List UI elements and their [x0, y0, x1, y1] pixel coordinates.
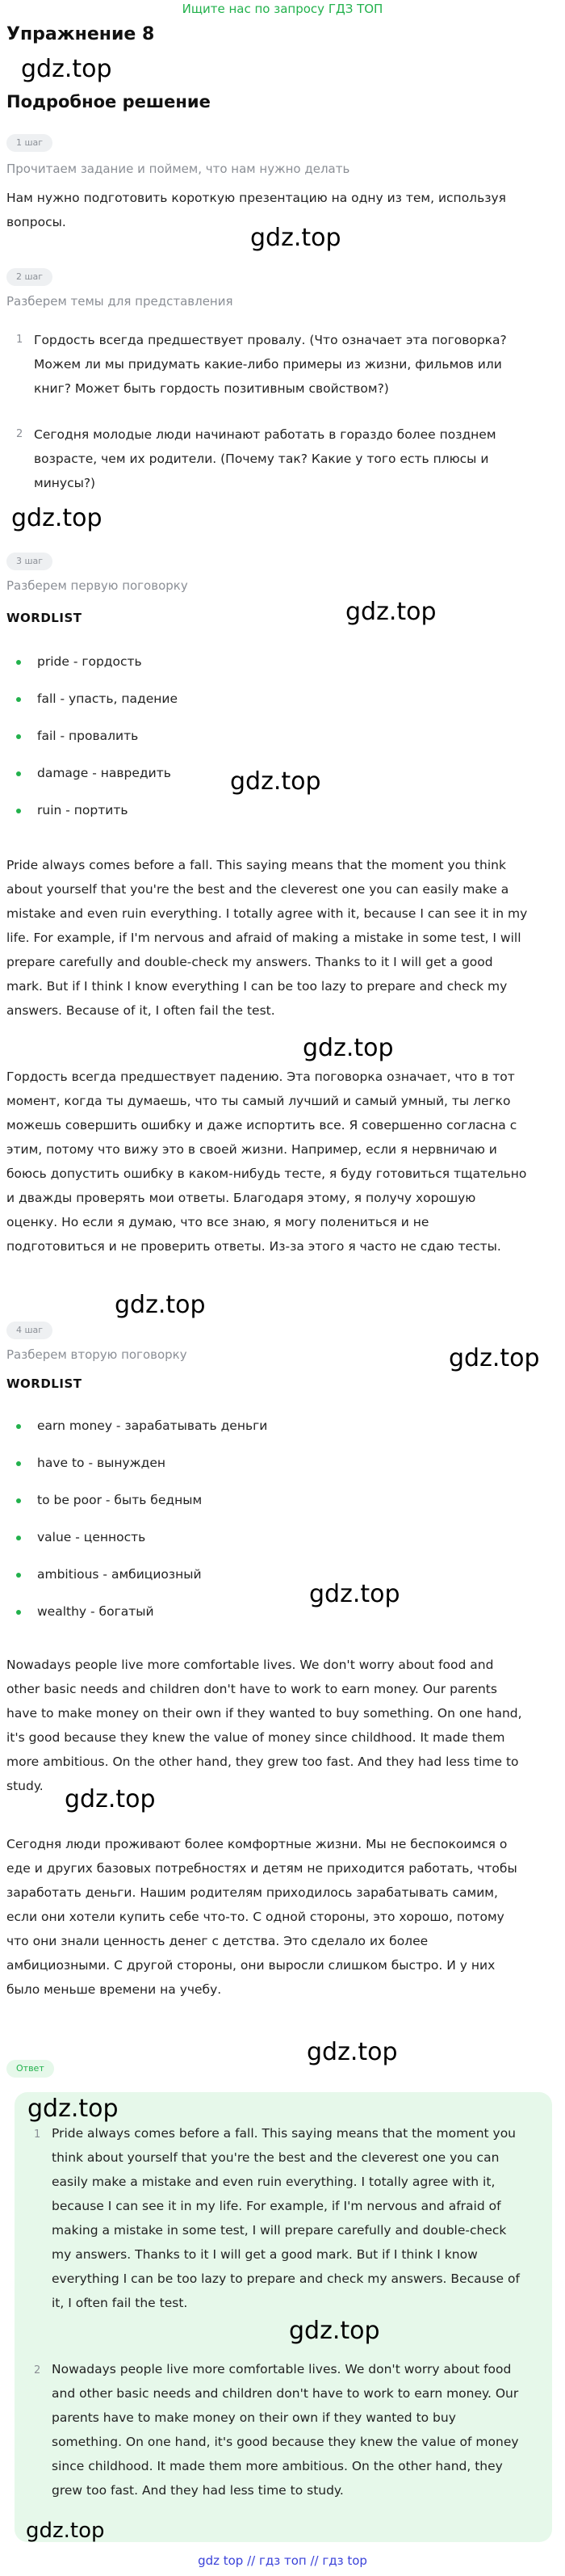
wordlist-item-text: value - ценность — [37, 1530, 146, 1544]
wordlist-item-text: wealthy - богатый — [37, 1604, 154, 1619]
bullet-icon — [16, 1536, 21, 1540]
topic-number: 2 — [16, 428, 23, 440]
wordlist-item-text: ruin - портить — [37, 803, 128, 817]
wordlist-heading: WORDLIST — [6, 1376, 82, 1391]
english-text: Nowadays people live more comfortable lives. We don't worry about food and other basic needs and children don't have to work to earn money. Our parents have to make money on their own if they wanted to buy something. On one hand, it's good because they knew the value of money since childhood. It made them more ambitious. On the other hand, they grew too fast. And they had less time to study. — [6, 1658, 522, 1793]
bullet-icon — [16, 1424, 21, 1429]
watermark: gdz.top — [449, 1344, 540, 1372]
step-caption: Разберем вторую поговорку — [6, 1347, 187, 1362]
bullet-icon — [16, 660, 21, 665]
wordlist-item-text: fail - провалить — [37, 729, 139, 743]
watermark: gdz.top — [115, 1291, 206, 1319]
step-badge: 4 шаг — [6, 1322, 52, 1339]
watermark: gdz.top — [307, 2038, 398, 2066]
bullet-icon — [16, 697, 21, 702]
wordlist-item — [16, 766, 171, 780]
wordlist-item — [16, 654, 142, 669]
wordlist-item — [16, 1456, 165, 1470]
wordlist-item — [16, 1493, 202, 1507]
watermark: gdz.top — [27, 2095, 119, 2123]
russian-text: Сегодня люди проживают более комфортные жизни. Мы не беспокоимся о еде и других базовых потребностях и детям не приходится работать, чтобы заработать деньги. Нашим родителям приходилось зарабатывать самим, если они хотели купить себе что-то. С одной стороны, это хорошо, потому что они знали ценность денег с детства. Это сделало их более амбициозными. С другой стороны, они выросли слишком быстро. И у них было меньше времени на учебу. — [6, 1837, 517, 1997]
wordlist-item — [16, 1418, 267, 1433]
bullet-icon — [16, 1498, 21, 1503]
topic-item — [16, 422, 533, 495]
bullet-icon — [16, 809, 21, 813]
topic-number: 1 — [16, 334, 23, 346]
footer-links[interactable]: gdz top // гдз топ // гдз top — [198, 2553, 367, 2568]
topic-item — [16, 328, 533, 401]
bullet-icon — [16, 771, 21, 776]
wordlist-item-text: have to - вынужден — [37, 1456, 165, 1470]
wordlist-item — [16, 803, 128, 817]
bullet-icon — [16, 1461, 21, 1466]
watermark: gdz.top — [230, 767, 321, 796]
russian-text: Гордость всегда предшествует падению. Эта поговорка означает, что в тот момент, когда ты думаешь, что ты самый лучший и самый умный, ты легко можешь совершить ошибку и даже испортить все. Я совершенно согласна с этим, потому что вижу это в своей жизни. Например, если я нервничаю и боюсь допустить ошибку в каком-нибудь тесте, я буду готовиться тщательно и дважды проверять мои ответы. Благодаря этому, я получу хорошую оценку. Но если я думаю, что все знаю, я могу полениться и не подготовиться и не проверить ответы. Из-за этого я часто не сдаю тесты. — [6, 1069, 527, 1254]
step-caption: Разберем первую поговорку — [6, 578, 188, 593]
intro-text: Нам нужно подготовить короткую презентацию на одну из тем, используя вопросы. — [6, 191, 506, 229]
answer-number: 1 — [34, 2128, 41, 2141]
step-badge: 3 шаг — [6, 553, 52, 570]
wordlist-item-text: to be poor - быть бедным — [37, 1493, 203, 1507]
english-text: Pride always comes before a fall. This saying means that the moment you think about yourself that you're the best and the cleverest one you can easily make a mistake and even ruin everything. I totally agree with it, because I can see it in my life. For example, if I'm nervous and afraid of making a mistake in some test, I will prepare carefully and double-check my answers. Thanks to it I will get a good mark. But if I think I know everything I can be too lazy to prepare and check my answers. Because of it, I often fail the test. — [6, 858, 528, 1018]
wordlist-item-text: damage - навредить — [37, 766, 171, 780]
watermark: gdz.top — [11, 504, 103, 532]
wordlist-item — [16, 691, 178, 706]
wordlist-item-text: ambitious - амбициозный — [37, 1567, 202, 1582]
watermark: gdz.top — [289, 2317, 380, 2345]
bullet-icon — [16, 1610, 21, 1615]
step-caption: Прочитаем задание и поймем, что нам нужно делать — [6, 162, 350, 176]
topic-text: Гордость всегда предшествует провалу. (Что означает эта поговорка? Можем ли мы придумать какие-либо примеры из жизни, фильмов или книг? Может быть гордость позитивным свойством?) — [34, 333, 507, 396]
watermark: gdz.top — [65, 1785, 156, 1813]
bullet-icon — [16, 734, 21, 739]
top-search-link[interactable]: Ищите нас по запросу ГДЗ ТОП — [182, 2, 383, 16]
wordlist-heading: WORDLIST — [6, 611, 82, 625]
wordlist-item — [16, 1567, 202, 1582]
answer-item — [34, 2121, 526, 2315]
answer-number: 2 — [34, 2364, 41, 2376]
watermark: gdz.top — [26, 2519, 105, 2543]
wordlist-item-text: pride - гордость — [37, 654, 142, 669]
wordlist-item-text: earn money - зарабатывать деньги — [37, 1418, 268, 1433]
solution-heading: Подробное решение — [6, 92, 211, 111]
page-title: Упражнение 8 — [6, 24, 155, 44]
step-badge: 2 шаг — [6, 268, 52, 286]
step-badge: 1 шаг — [6, 134, 52, 152]
topic-text: Сегодня молодые люди начинают работать в гораздо более позднем возрасте, чем их родители. (Почему так? Какие у того есть плюсы и минусы?) — [34, 427, 496, 490]
answer-item — [34, 2357, 526, 2502]
bullet-icon — [16, 1573, 21, 1578]
answer-badge: Ответ — [6, 2060, 54, 2078]
answer-text: Pride always comes before a fall. This saying means that the moment you think about yourself that you're the best and the cleverest one you can easily make a mistake and even ruin everything. I totally agree with it, because I can see it in my life. For example, if I'm nervous and afraid of making a mistake in some test, I will prepare carefully and double-check my answers. Thanks to it I will get a good mark. But if I think I know everything I can be too lazy to prepare and check my answers. Because of it, I often fail the test. — [52, 2126, 520, 2310]
wordlist-item — [16, 1604, 154, 1619]
step-caption: Разберем темы для представления — [6, 294, 233, 309]
wordlist-item-text: fall - упасть, падение — [37, 691, 178, 706]
answer-text: Nowadays people live more comfortable lives. We don't worry about food and other basic needs and children don't have to work to earn money. Our parents have to make money on their own if they wanted to buy something. On one hand, it's good because they knew the value of money since childhood. It made them more ambitious. On the other hand, they grew too fast. And they had less time to study. — [52, 2362, 519, 2498]
watermark: gdz.top — [309, 1580, 400, 1608]
wordlist-item — [16, 1530, 145, 1544]
watermark: gdz.top — [21, 55, 112, 83]
watermark: gdz.top — [303, 1034, 394, 1062]
watermark: gdz.top — [345, 598, 437, 626]
watermark: gdz.top — [250, 224, 341, 252]
wordlist-item — [16, 729, 138, 743]
